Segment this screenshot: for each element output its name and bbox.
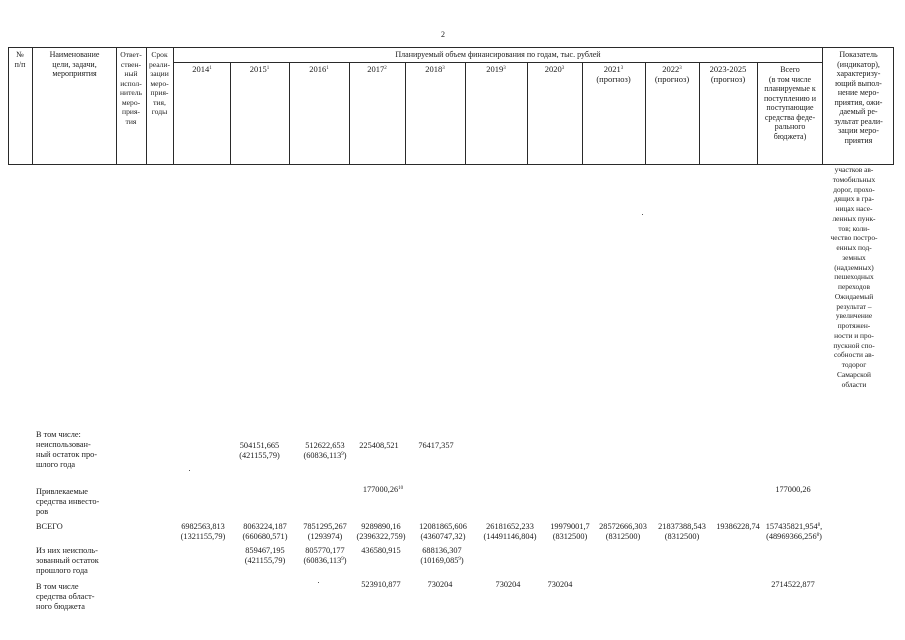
- years-divider: [173, 62, 822, 63]
- col-border: [527, 62, 528, 165]
- year-2017: 2017$^2$: [367, 64, 387, 74]
- scan-speck: [642, 214, 643, 215]
- cell-total-total: 157435821,954$^8$, (48969366,256$^8$): [765, 522, 823, 541]
- year-2016: 2016$^1$: [309, 64, 329, 74]
- header-responsible: Ответ- ствен- ный испол- нитель меро- прия- тия: [119, 50, 143, 126]
- cell-total-2020: 19979001,7 (8312500): [550, 522, 590, 541]
- cell-investors-2017: 177000,26$^{10}$: [362, 485, 404, 494]
- cell-unused-2016: 512622,653 (60836,113$^9$): [303, 441, 347, 460]
- cell-unused-2015: 504151,665 (421155,79): [239, 441, 280, 460]
- cell-total-2016: 7851295,267 (1293974): [303, 522, 347, 541]
- scan-speck: [189, 470, 190, 471]
- header-total: Всего (в том числе планируемые к поступлению и поступающие средства феде- рального бюджета): [763, 65, 817, 141]
- year-2021: 2021$^3$ (прогноз): [596, 64, 631, 84]
- cell-total-2022: 21837388,543 (8312500): [658, 522, 706, 541]
- cell-total-2017: 9289890,16 (2396322,759): [356, 522, 406, 541]
- cell-total-2018: 12081865,606 (4360747,32): [419, 522, 467, 541]
- cell-regional-2017: 523910,877: [361, 580, 401, 589]
- header-bottom-border: [8, 164, 894, 165]
- cell-investors-total: 177000,26: [775, 485, 811, 494]
- cell-unused-2018: 76417,357: [418, 441, 454, 450]
- header-name: Наименование цели, задачи, мероприятия: [49, 50, 100, 78]
- cell-total-2023: 19386228,74: [716, 522, 760, 531]
- col-border: [465, 62, 466, 165]
- table-header: [8, 47, 894, 165]
- header-num: № п/п: [14, 50, 26, 69]
- cell-regional-total: 2714522,877: [771, 580, 815, 589]
- year-2014: 2014$^1$: [192, 64, 212, 74]
- cell-total-2014: 6982563,813 (1321155,79): [180, 522, 226, 541]
- cell-total-2019: 26181652,233 (14491146,804): [483, 522, 537, 541]
- cell-regional-2018: 730204: [427, 580, 453, 589]
- header-top-border: [8, 47, 894, 48]
- year-2020: 2020$^3$: [544, 64, 565, 74]
- row-label-unused: В том числе: неиспользован- ный остаток про- шлого года: [36, 430, 98, 469]
- cell-regional-2020: 730204: [547, 580, 573, 589]
- col-border: [230, 62, 231, 165]
- cell-unusedof-2017: 436580,915: [361, 546, 401, 555]
- page-number: 2: [441, 30, 445, 39]
- year-2019: 2019$^3$: [486, 64, 506, 74]
- cell-unused-2017: 225408,521: [359, 441, 399, 450]
- cell-regional-2019: 730204: [495, 580, 521, 589]
- header-funding: Планируемый объем финансирования по годам, тыс. рублей: [395, 50, 601, 59]
- year-2018: 2018$^3$: [425, 64, 445, 74]
- year-2023-2025: 2023-2025 (прогноз): [709, 64, 747, 84]
- year-2022: 2022$^3$ (прогноз): [654, 64, 690, 84]
- row-label-total: ВСЕГО: [36, 522, 63, 531]
- cell-total-2015: 8063224,187 (660680,571): [242, 522, 288, 541]
- header-indicator: Показатель (индикатор), характеризу- ющий выпол- нение меро- приятия, ожи- даемый ре- зультат реали- зации меро- приятия: [834, 50, 883, 145]
- indicator-text: участков ав- томобильных дорог, прохо- дящих в гра- ницах насе- ленных пунк- тов; коли- чество постро- енных под- земных (надземных) пешеходных переходов Ожидаемый результат – увеличение протяжен- ности и про- пускной спо- собности ав- тодорог Самарской области: [830, 165, 878, 389]
- row-label-unused-of: Из них неисполь- зованный остаток прошлого года: [36, 546, 99, 575]
- row-label-investors: Привлекаемые средства инвесто- ров: [36, 487, 100, 516]
- scan-speck: [318, 582, 319, 583]
- year-2015: 2015$^1$: [249, 64, 270, 74]
- cell-total-2021: 28572666,303 (8312500): [599, 522, 647, 541]
- cell-unusedof-2016: 805770,177 (60836,113$^9$): [303, 546, 347, 565]
- cell-unusedof-2018: 688136,307 (10169,085$^9$): [420, 546, 464, 565]
- col-border: [349, 62, 350, 165]
- col-border: [289, 62, 290, 165]
- row-label-regional: В том числе средства област- ного бюджета: [36, 582, 95, 611]
- header-period: Срок реали- зации меро- прия- тия, годы: [148, 50, 171, 116]
- cell-unusedof-2015: 859467,195 (421155,79): [244, 546, 286, 565]
- col-border: [405, 62, 406, 165]
